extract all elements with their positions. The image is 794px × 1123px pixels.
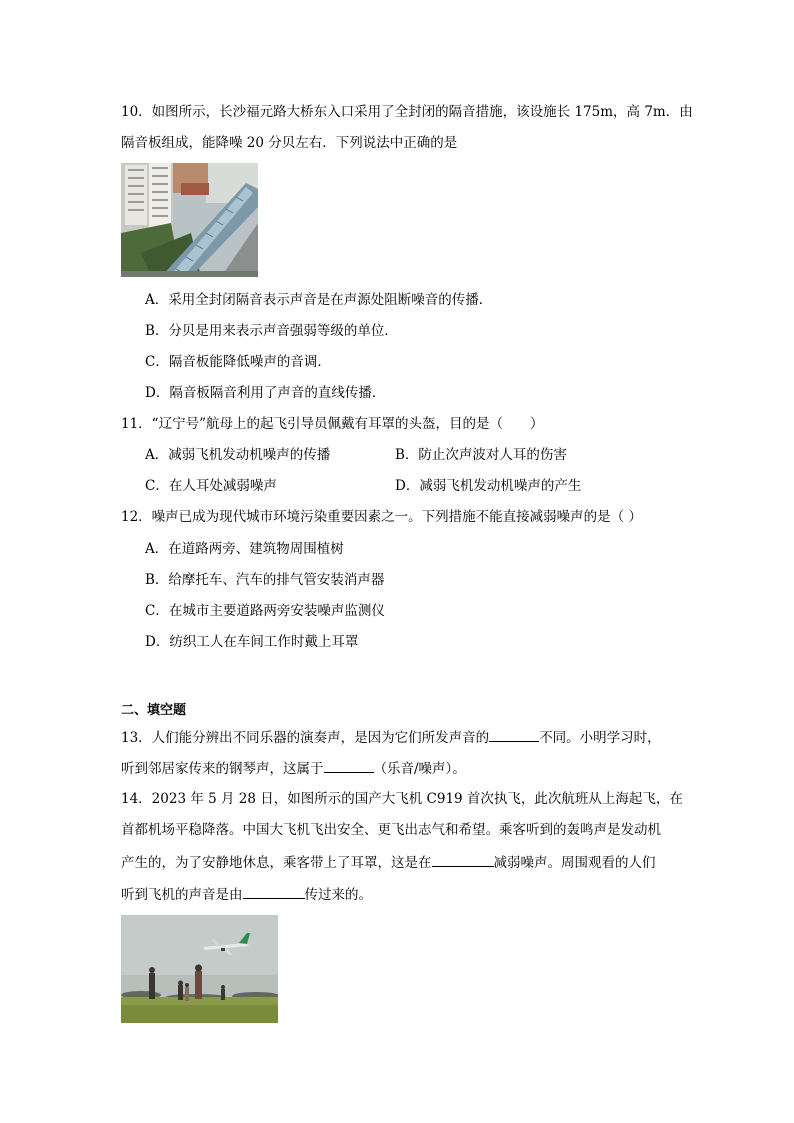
q12-option-c: C．在城市主要道路两旁安装噪声监测仪 [145,603,385,619]
q14-line4 [121,885,372,903]
q13-line2 [121,759,466,777]
q11-option-a: A．减弱飞机发动机噪声的传播 [145,447,331,463]
q13-blank-2[interactable] [324,759,374,773]
q11-option-d: D．减弱飞机发动机噪声的产生 [395,478,582,494]
q13-line2-text-a: 听到邻居家传来的钢琴声，这属于 [121,761,324,777]
q11-stem: 11．“辽宁号”航母上的起飞引导员佩戴有耳罩的头盔，目的是（ ） [121,416,544,432]
q13-line1-text-b: 不同。小明学习时， [539,730,661,746]
q13-line1 [121,728,661,746]
q14-line1: 14．2023 年 5 月 28 日，如图所示的国产大飞机 C919 首次执飞，此次航班从上海起飞，在 [121,791,683,807]
q14-line3 [121,853,656,871]
q14-line3-text-b: 减弱噪声。周围观看的人们 [493,855,656,871]
q10-option-a: A．采用全封闭隔音表示声音是在声源处阻断噪音的传播． [145,292,493,308]
c919-airplane-photo [121,915,278,1023]
q14-blank-1[interactable] [432,853,494,867]
q13-line1-text-a: 13．人们能分辨出不同乐器的演奏声，是因为它们所发声音的 [121,730,490,746]
q14-line4-text-a: 听到飞机的声音是由 [121,887,243,903]
q10-option-c: C．隔音板能降低噪声的音调． [145,354,331,370]
q14-line4-text-b: 传过来的。 [304,887,372,903]
q11-option-b: B．防止次声波对人耳的伤害 [395,447,567,463]
q10-stem-line1: 10．如图所示，长沙福元路大桥东入口采用了全封闭的隔音措施，该设施长 175m，高 7m．由 [121,104,693,120]
q14-line2: 首都机场平稳降落。中国大飞机飞出安全、更飞出志气和希望。乘客听到的轰鸣声是发动机 [121,822,661,838]
q12-stem: 12．噪声已成为现代城市环境污染重要因素之一。下列措施不能直接减弱噪声的是（ ） [121,509,642,525]
section-heading: 二、填空题 [121,703,187,718]
q14-blank-2[interactable] [243,885,305,899]
q12-option-a: A．在道路两旁、建筑物周围植树 [145,541,344,557]
q14-line3-text-a: 产生的，为了安静地休息，乘客带上了耳罩，这是在 [121,855,432,871]
q13-line2-text-b: （乐音/噪声）。 [373,761,466,777]
q12-option-d: D．纺织工人在车间工作时戴上耳罩 [145,634,359,650]
q10-option-d: D．隔音板隔音利用了声音的直线传播． [145,385,386,401]
q11-option-c: C．在人耳处减弱噪声 [145,478,277,494]
q13-blank-1[interactable] [489,728,539,742]
q12-option-b: B．给摩托车、汽车的排气管安装消声器 [145,572,385,588]
q10-stem-line2: 隔音板组成，能降噪 20 分贝左右．下列说法中正确的是 [121,135,458,151]
bridge-soundproof-photo [121,163,258,277]
q10-option-b: B．分贝是用来表示声音强弱等级的单位． [145,323,398,339]
